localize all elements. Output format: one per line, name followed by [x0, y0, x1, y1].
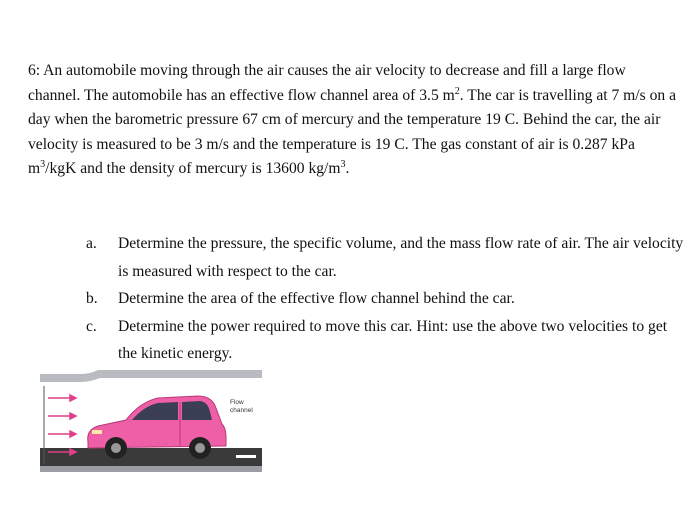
question-parts — [86, 230, 686, 368]
problem-statement — [28, 59, 678, 182]
part-b-text: Determine the area of the effective flow channel behind the car. — [118, 290, 515, 307]
flow-channel-label-line1: Flow — [230, 399, 244, 406]
part-c-text: Determine the power required to move this car. Hint: use the above two velocities to get the kinetic energy. — [118, 317, 668, 362]
car-flow-figure — [40, 368, 262, 480]
problem-text-part-2: . The car is travelling at 7 m/s on a day when the barometric pressure 67 cm of mercury and the temperature 19 C. Behind the car, the air velocity is measured to be 3 m/s and the temperature is 19 C. The gas constant of air is 0.287 kPa m — [28, 86, 677, 177]
road-lane-marking — [236, 455, 256, 458]
part-c — [86, 313, 686, 368]
part-a-label: a. — [86, 235, 97, 252]
flow-arrows — [48, 395, 76, 455]
figure-svg — [40, 368, 262, 480]
flow-channel-label-line2: channel — [230, 407, 253, 414]
part-b-label: b. — [86, 290, 98, 307]
area-exponent: 2 — [454, 85, 460, 97]
part-a-text: Determine the pressure, the specific volume, and the mass flow rate of air. The air velocity is measured with respect to the car. — [118, 235, 684, 280]
problem-text-part-3: /kgK and the density of mercury is 13600 kg/m — [45, 160, 341, 177]
part-a — [86, 230, 686, 285]
flow-channel-boundary — [40, 370, 262, 382]
gas-constant-exponent: 3 — [40, 158, 46, 170]
part-c-label: c. — [86, 317, 97, 335]
density-exponent: 3 — [340, 158, 346, 170]
part-b — [86, 285, 686, 313]
problem-text-part-4: . — [345, 160, 350, 177]
problem-text-part-1: 6: An automobile moving through the air causes the air velocity to decrease and fill a large flow channel. The automobile has an effective flow channel area of 3.5 m — [28, 62, 626, 104]
problem-text — [28, 59, 678, 182]
road-edge — [40, 466, 262, 472]
